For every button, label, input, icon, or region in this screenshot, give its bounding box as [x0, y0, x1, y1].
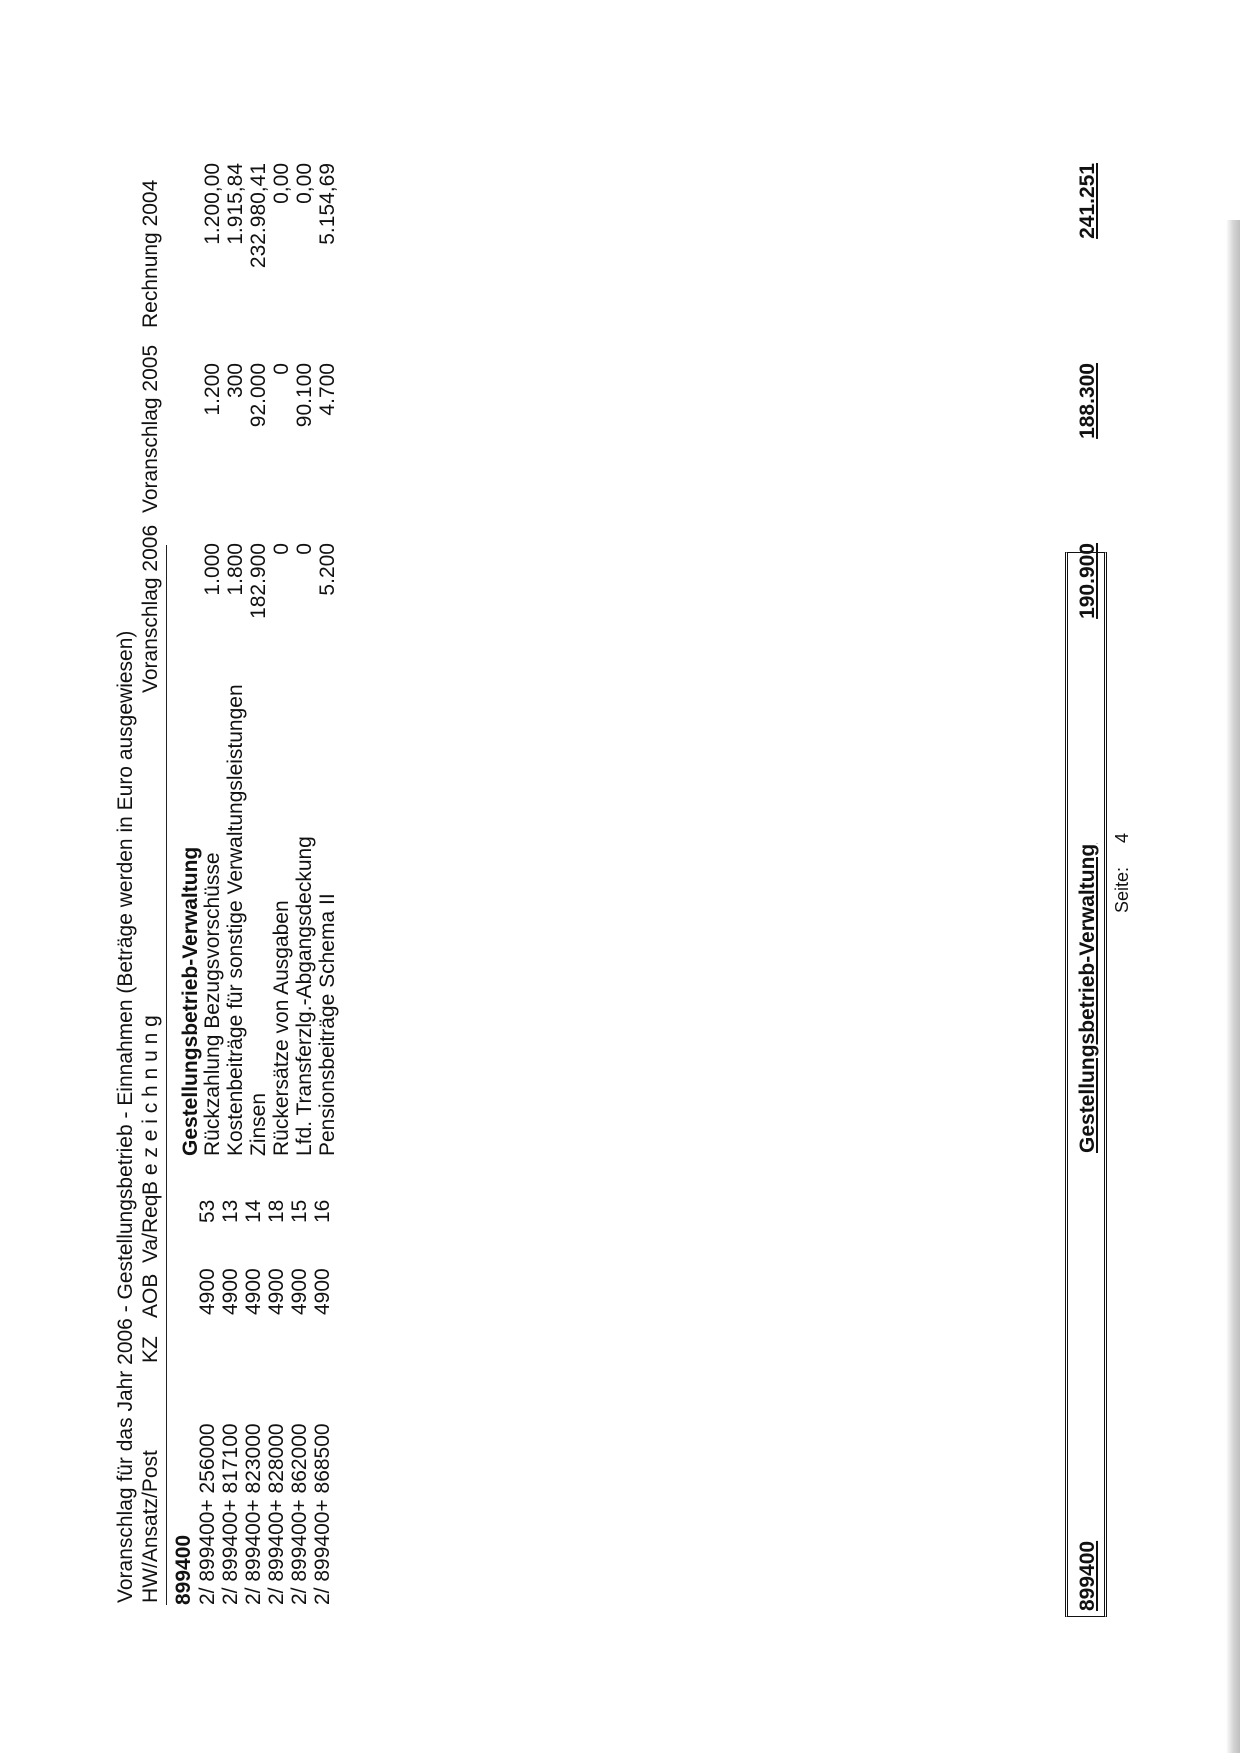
row-post: 2/ 899400+ 862000	[288, 1423, 311, 1605]
row-re2004: 1.915,84	[224, 163, 247, 245]
row-vareq: 18	[265, 1199, 288, 1223]
row-aob: 4900	[288, 1268, 311, 1315]
row-re2004: 5.154,69	[316, 163, 339, 245]
row-aob: 4900	[196, 1268, 219, 1315]
row-bezeichnung: Lfd. Transferzlg.-Abgangsdeckung	[293, 836, 316, 1156]
row-va2005: 1.200	[201, 363, 224, 416]
row-vareq: 13	[219, 1199, 242, 1223]
col-header-re2004: Rechnung 2004	[139, 179, 162, 328]
row-aob: 4900	[265, 1268, 288, 1315]
row-va2005: 300	[224, 363, 247, 399]
total-code: 899400	[1076, 1540, 1099, 1611]
total-va2005: 188.300	[1076, 363, 1099, 439]
row-post: 2/ 899400+ 828000	[265, 1423, 288, 1605]
row-bezeichnung: Rückzahlung Bezugsvorschüsse	[201, 852, 224, 1156]
row-va2005: 4.700	[316, 363, 339, 416]
row-aob: 4900	[219, 1268, 242, 1315]
row-vareq: 15	[288, 1199, 311, 1223]
row-va2006: 5.200	[316, 543, 339, 596]
group-code: 899400	[172, 1534, 195, 1605]
row-va2006: 1.000	[201, 543, 224, 596]
header-rule	[166, 545, 167, 1605]
row-vareq: 16	[311, 1199, 334, 1223]
row-re2004: 0,00	[270, 163, 293, 204]
col-header-post: HW/Ansatz/Post	[139, 1450, 162, 1603]
row-va2006: 1.800	[224, 543, 247, 596]
col-header-aob: AOB	[139, 1273, 162, 1318]
row-bezeichnung: Zinsen	[247, 1092, 270, 1156]
col-header-va2006: Voranschlag 2006	[139, 524, 162, 693]
row-aob: 4900	[242, 1268, 265, 1315]
row-post: 2/ 899400+ 817100	[219, 1423, 242, 1605]
row-vareq: 53	[196, 1199, 219, 1223]
page-number: 4	[1112, 832, 1132, 843]
row-re2004: 1.200,00	[201, 163, 224, 245]
row-post: 2/ 899400+ 868500	[311, 1423, 334, 1605]
col-header-kz: KZ	[139, 1336, 162, 1363]
col-header-va2005: Voranschlag 2005	[139, 344, 162, 513]
row-va2005: 92.000	[247, 363, 270, 428]
row-post: 2/ 899400+ 823000	[242, 1423, 265, 1605]
row-re2004: 0,00	[293, 163, 316, 204]
row-bezeichnung: Kostenbeiträge für sonstige Verwaltungsleistungen	[224, 684, 247, 1156]
total-name: Gestellungsbetrieb-Verwaltung	[1076, 843, 1099, 1153]
row-va2005: 0	[270, 363, 293, 375]
row-re2004: 232.980,41	[247, 163, 270, 269]
total-va2006: 190.900	[1076, 543, 1099, 619]
col-header-bezeichnung: B e z e i c h n u n g	[139, 1015, 162, 1195]
row-bezeichnung: Pensionsbeiträge Schema II	[316, 893, 339, 1156]
row-vareq: 14	[242, 1199, 265, 1223]
row-va2006: 182.900	[247, 543, 270, 619]
document-title: Voranschlag für das Jahr 2006 - Gestellungsbetrieb - Einnahmen (Beträge werden in Euro ausgewiesen)	[114, 630, 137, 1603]
row-va2005: 90.100	[293, 363, 316, 428]
row-va2006: 0	[270, 543, 293, 555]
page-label: Seite:	[1112, 866, 1132, 913]
row-aob: 4900	[311, 1268, 334, 1315]
row-post: 2/ 899400+ 256000	[196, 1423, 219, 1605]
group-name: Gestellungsbetrieb-Verwaltung	[179, 846, 202, 1156]
total-re2004: 241.251	[1076, 163, 1099, 239]
col-header-vareq: Va/Req	[139, 1194, 162, 1263]
row-bezeichnung: Rückersätze von Ausgaben	[270, 900, 293, 1156]
row-va2006: 0	[293, 543, 316, 555]
